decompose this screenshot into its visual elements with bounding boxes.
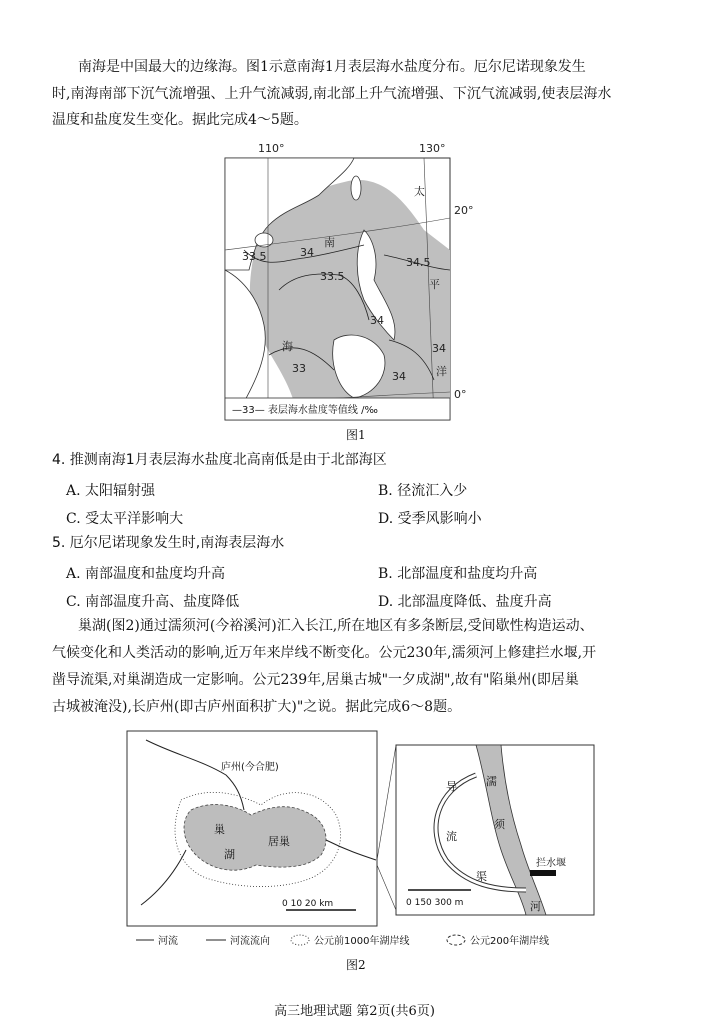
fig1-legend: —33— 表层海水盐度等值线 /‰ bbox=[232, 405, 378, 416]
scale-left: 0 10 20 km bbox=[282, 899, 334, 909]
q5-stem: 5. 厄尔尼诺现象发生时,南海表层海水 bbox=[52, 535, 285, 551]
contour-label-1: 33.5 bbox=[242, 250, 267, 263]
label-he: 河 bbox=[530, 900, 541, 913]
place-nan: 南 bbox=[324, 236, 335, 249]
contour-label-2: 34 bbox=[300, 246, 314, 259]
contour-label-8: 33 bbox=[292, 362, 306, 375]
contour-label-3: 33.5 bbox=[320, 270, 345, 283]
q4-option-a[interactable]: A. 太阳辐射强 bbox=[66, 483, 156, 499]
q4-option-b[interactable]: B. 径流汇入少 bbox=[378, 483, 468, 499]
figure2 bbox=[126, 730, 596, 955]
scale-right: 0 150 300 m bbox=[406, 898, 464, 908]
connector-top bbox=[377, 745, 396, 860]
legend-1000bc-icon bbox=[291, 935, 309, 945]
label-qu: 渠 bbox=[476, 870, 487, 883]
legend-1000bc: 公元前1000年湖岸线 bbox=[314, 936, 410, 947]
fig1-caption: 图1 bbox=[346, 428, 366, 442]
label-liu: 流 bbox=[446, 830, 457, 843]
contour-label-7: 34 bbox=[392, 370, 406, 383]
lon-130-label: 130° bbox=[419, 142, 446, 155]
q4-option-d[interactable]: D. 受季风影响小 bbox=[378, 511, 482, 527]
lon-110-label: 110° bbox=[258, 142, 285, 155]
label-juchao: 居巢 bbox=[268, 835, 290, 848]
connector-bottom bbox=[377, 865, 396, 910]
q4-option-c[interactable]: C. 受太平洋影响大 bbox=[66, 511, 184, 527]
contour-label-5: 34 bbox=[370, 314, 384, 327]
dam-marker bbox=[530, 870, 556, 876]
label-dao: 导 bbox=[446, 780, 457, 793]
label-dam: 拦水堰 bbox=[536, 858, 566, 869]
legend-river: 河流 bbox=[158, 936, 178, 947]
fig2-caption: 图2 bbox=[346, 958, 366, 972]
intro1-line1: 南海是中国最大的边缘海。图1示意南海1月表层海水盐度分布。厄尔尼诺现象发生 bbox=[78, 59, 586, 75]
q4-stem: 4. 推测南海1月表层海水盐度北高南低是由于北部海区 bbox=[52, 452, 387, 468]
figure1-map bbox=[224, 140, 494, 422]
lat-20-label: 20° bbox=[454, 204, 474, 217]
place-hai: 海 bbox=[282, 340, 293, 353]
lat-0-label: 0° bbox=[454, 388, 467, 401]
intro2-line3: 凿导流渠,对巢湖造成一定影响。公元239年,居巢古城"一夕成湖",故有"陷巢州(即居巢 bbox=[52, 672, 579, 688]
intro2-line4: 古城被淹没),长庐州(即古庐州面积扩大)"之说。据此完成6～8题。 bbox=[52, 699, 462, 715]
label-luzhou: 庐州(今合肥) bbox=[221, 762, 279, 773]
legend-200ad: 公元200年湖岸线 bbox=[470, 936, 550, 947]
q5-option-d[interactable]: D. 北部温度降低、盐度升高 bbox=[378, 594, 552, 610]
contour-label-6: 34 bbox=[432, 342, 446, 355]
lake-200ad bbox=[184, 805, 326, 871]
place-ping: 平 bbox=[429, 278, 440, 291]
label-hu: 湖 bbox=[224, 848, 235, 861]
label-chao: 巢 bbox=[214, 823, 225, 836]
place-yang: 洋 bbox=[436, 365, 447, 378]
place-tai: 太 bbox=[414, 185, 425, 198]
legend-200ad-icon bbox=[447, 935, 465, 945]
legend-flow: 河流流向 bbox=[230, 936, 270, 947]
intro1-line3: 温度和盐度发生变化。据此完成4～5题。 bbox=[52, 112, 308, 128]
q5-option-a[interactable]: A. 南部温度和盐度均升高 bbox=[66, 566, 226, 582]
intro2-line1: 巢湖(图2)通过濡须河(今裕溪河)汇入长江,所在地区有多条断层,受间歇性构造运动、 bbox=[78, 618, 594, 634]
intro1-line2: 时,南海南部下沉气流增强、上升气流减弱,南北部上升气流增强、下沉气流减弱,使表层海水 bbox=[52, 86, 612, 102]
q5-option-c[interactable]: C. 南部温度升高、盐度降低 bbox=[66, 594, 240, 610]
contour-label-4: 34.5 bbox=[406, 256, 431, 269]
taiwan bbox=[351, 176, 361, 200]
page-footer: 高三地理试题 第2页(共6页) bbox=[274, 1004, 435, 1019]
q5-option-b[interactable]: B. 北部温度和盐度均升高 bbox=[378, 566, 538, 582]
label-xu: 须 bbox=[494, 818, 505, 831]
label-ru: 濡 bbox=[486, 775, 497, 788]
intro2-line2: 气候变化和人类活动的影响,近万年来岸线不断变化。公元230年,濡须河上修建拦水堰,开 bbox=[52, 645, 597, 661]
